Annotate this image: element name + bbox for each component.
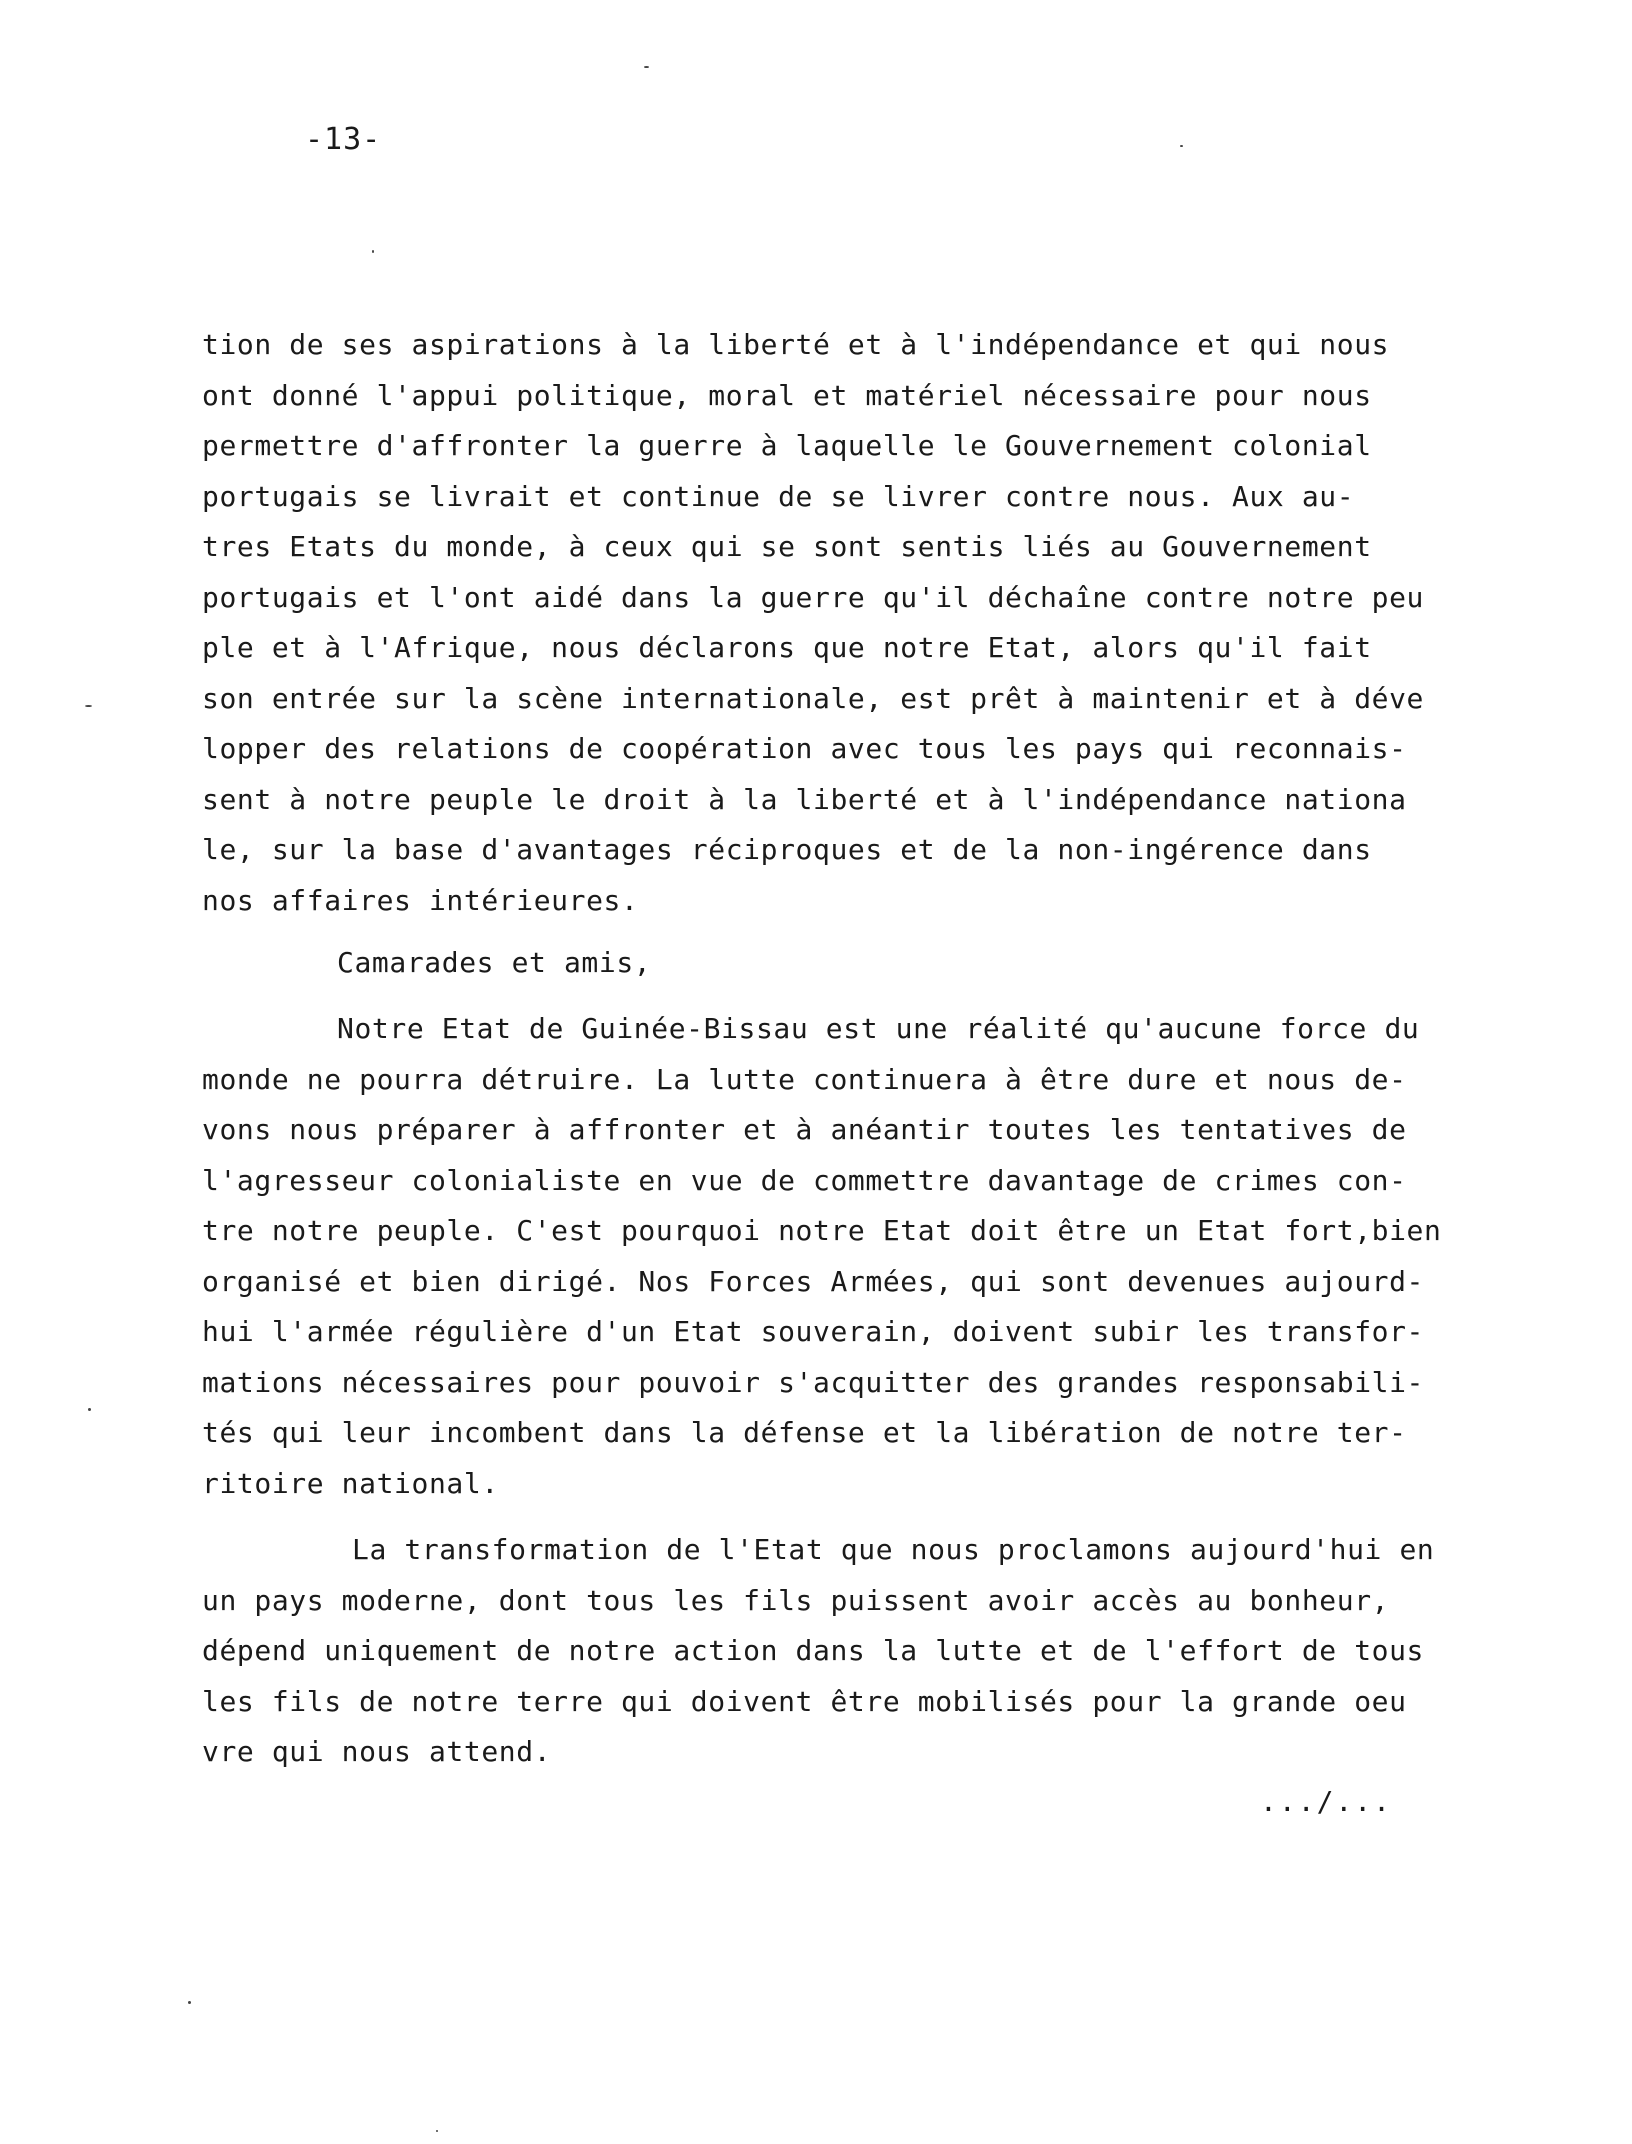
scan-speck	[436, 2130, 438, 2132]
text-line: portugais et l'ont aidé dans la guerre qu'il déchaîne contre notre peu	[202, 580, 1425, 614]
text-line: tres Etats du monde, à ceux qui se sont sentis liés au Gouvernement	[202, 530, 1372, 563]
text-line: nos affaires intérieures.	[202, 883, 639, 917]
page-number: -13-	[305, 122, 382, 157]
text-line: organisé et bien dirigé. Nos Forces Armées, qui sont devenues aujourd-	[202, 1264, 1425, 1298]
text-line: monde ne pourra détruire. La lutte continuera à être dure et nous de-	[202, 1062, 1407, 1096]
text-line: vons nous préparer à affronter et à anéantir toutes les tentatives de	[202, 1113, 1407, 1146]
text-line: ritoire national.	[202, 1466, 499, 1500]
scan-speck	[88, 1408, 91, 1411]
text-line: mations nécessaires pour pouvoir s'acquitter des grandes responsabili-	[202, 1365, 1425, 1399]
text-line: tion de ses aspirations à la liberté et à l'indépendance et qui nous	[202, 328, 1390, 361]
text-line: ple et à l'Afrique, nous déclarons que notre Etat, alors qu'il fait	[202, 631, 1372, 664]
scan-speck	[1180, 145, 1183, 147]
text-line: tre notre peuple. C'est pourquoi notre Etat doit être un Etat fort,bien	[202, 1214, 1442, 1247]
paragraph-2	[202, 1004, 1622, 1509]
text-line: les fils de notre terre qui doivent être mobilisés pour la grande oeu	[202, 1684, 1407, 1718]
text-line: La transformation de l'Etat que nous proclamons aujourd'hui en	[352, 1533, 1435, 1566]
scan-speck	[188, 2001, 191, 2004]
scan-speck	[85, 705, 92, 707]
text-line: permettre d'affronter la guerre à laquelle le Gouvernement colonial	[202, 429, 1372, 462]
text-line: un pays moderne, dont tous les fils puissent avoir accès au bonheur,	[202, 1583, 1390, 1617]
text-line: lopper des relations de coopération avec tous les pays qui reconnais-	[202, 732, 1407, 765]
text-line: dépend uniquement de notre action dans la lutte et de l'effort de tous	[202, 1634, 1425, 1667]
text-line: portugais se livrait et continue de se livrer contre nous. Aux au-	[202, 479, 1355, 513]
continuation-mark: .../...	[1260, 1785, 1393, 1818]
salutation	[202, 938, 1622, 989]
text-line: son entrée sur la scène internationale, est prêt à maintenir et à déve	[202, 681, 1425, 715]
salutation-line: Camarades et amis,	[337, 946, 652, 979]
text-line: ont donné l'appui politique, moral et matériel nécessaire pour nous	[202, 378, 1372, 412]
paragraph-1	[202, 320, 1622, 926]
text-line: l'agresseur colonialiste en vue de commettre davantage de crimes con-	[202, 1163, 1407, 1197]
scan-speck	[372, 250, 374, 253]
paragraph-3	[202, 1525, 1622, 1778]
text-line: le, sur la base d'avantages réciproques et de la non-ingérence dans	[202, 833, 1372, 866]
text-line: Notre Etat de Guinée-Bissau est une réalité qu'aucune force du	[337, 1012, 1420, 1045]
text-line: sent à notre peuple le droit à la liberté et à l'indépendance nationa	[202, 782, 1407, 816]
text-line: hui l'armée régulière d'un Etat souverain, doivent subir les transfor-	[202, 1315, 1425, 1348]
scan-speck	[644, 66, 649, 68]
text-line: tés qui leur incombent dans la défense et la libération de notre ter-	[202, 1416, 1407, 1449]
text-line: vre qui nous attend.	[202, 1735, 552, 1768]
